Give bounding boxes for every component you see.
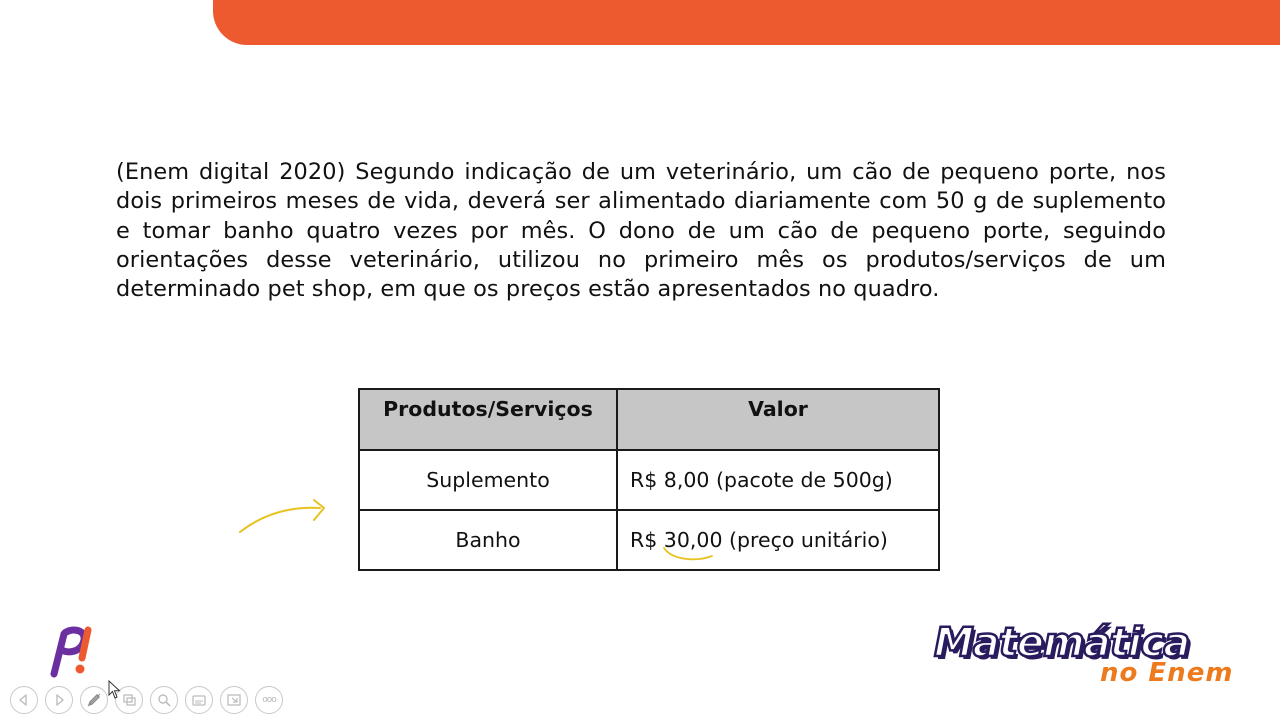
header-value: Valor [617,389,939,450]
pen-icon[interactable] [80,686,108,714]
annotation-underline [660,544,716,564]
previous-icon[interactable] [10,686,38,714]
cell-product: Banho [359,510,617,570]
presentation-toolbar [10,686,283,716]
annotation-arrow [236,494,330,538]
brand-title: Matemática [934,620,1190,666]
question-text: (Enem digital 2020) Segundo indicação de um veterinário, um cão de pequeno porte, nos dois primeiros meses de vida, deverá ser alimentado diariamente com 50 g de suplemento e tomar banho quatro vezes por mês. O dono de um cão de pequeno porte, seguindo orientações desse veterinário, utilizou no primeiro mês os produtos/serviços de um determinado pet shop, em que os preços estão apresentados no quadro. [116,159,1166,303]
top-banner [213,0,1280,45]
more-icon[interactable]: ooo [255,686,283,714]
brand-subtitle: no Enem [1100,658,1234,688]
table-header-row [359,389,939,450]
cell-product: Suplemento [359,450,617,510]
p-logo-icon [44,624,96,678]
brand-logo [930,620,1240,692]
table-row [359,510,939,570]
table-row [359,450,939,510]
header-products: Produtos/Serviços [359,389,617,450]
cell-value: R$ 8,00 (pacote de 500g) [617,450,939,510]
mouse-cursor-icon [108,680,122,700]
subtitles-icon[interactable] [185,686,213,714]
cell-value: R$ 30,00 (preço unitário) [617,510,939,570]
zoom-icon[interactable] [150,686,178,714]
next-icon[interactable] [45,686,73,714]
pointer-icon[interactable] [220,686,248,714]
price-table [358,388,940,571]
